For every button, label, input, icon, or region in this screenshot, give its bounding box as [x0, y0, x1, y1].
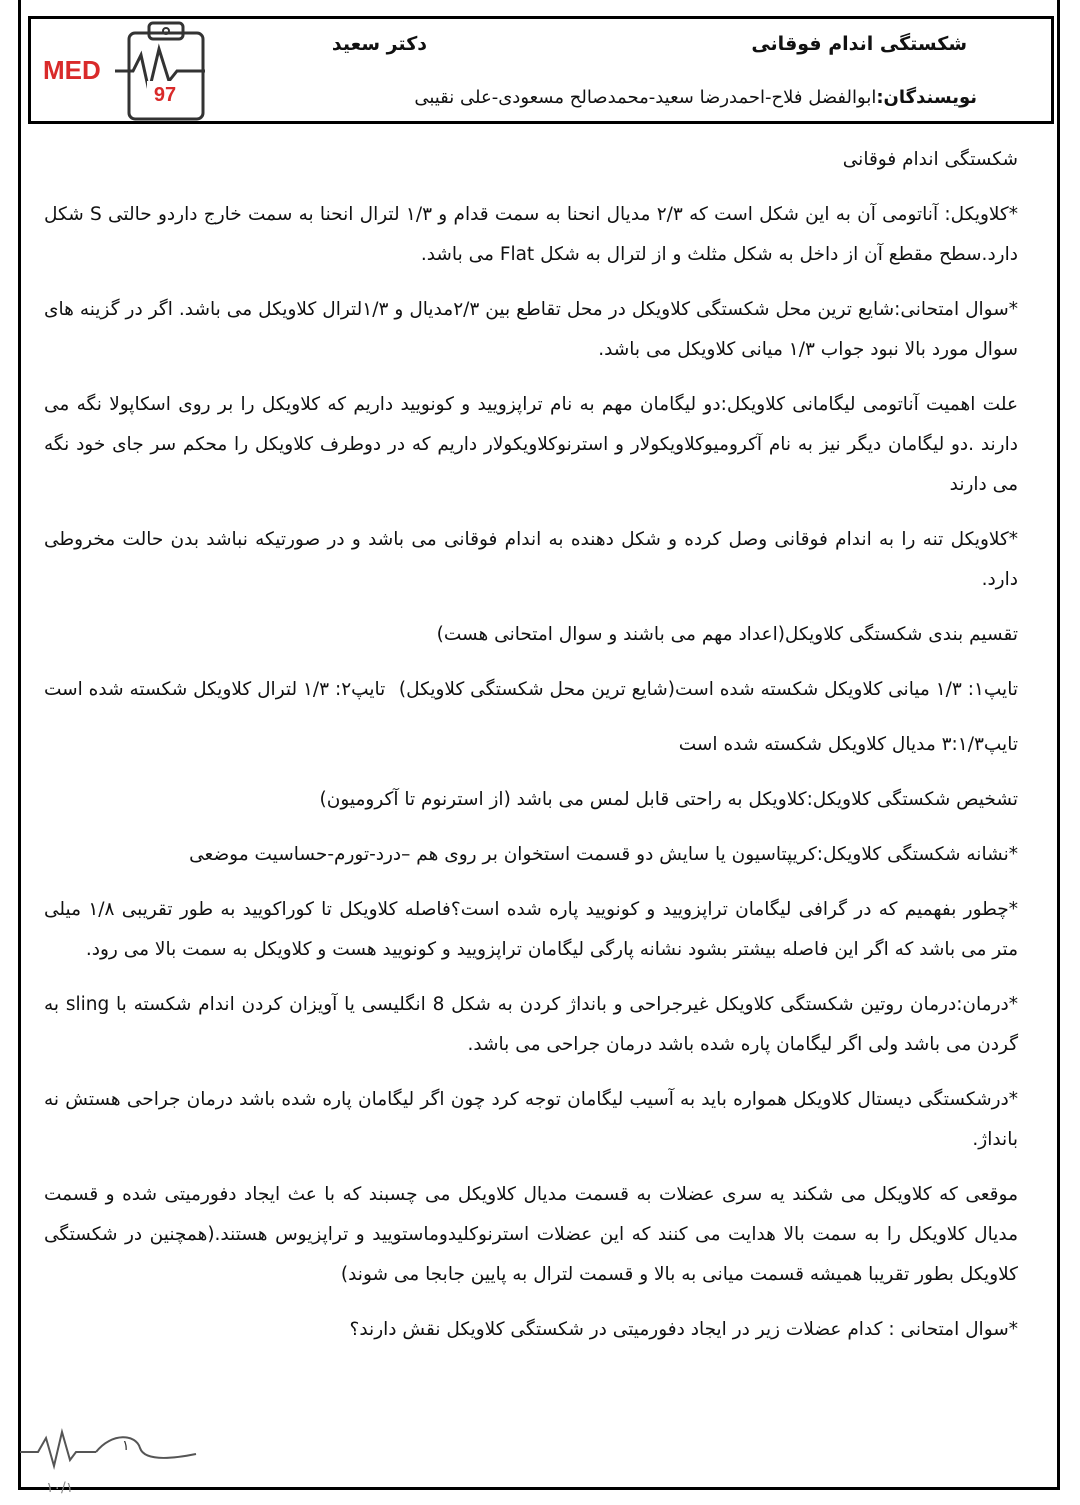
paragraph-exam-question-1: *سوال امتحانی:شایع ترین محل شکستگی کلاویکل در محل تقاطع بین ۲/۳مدیال و ۱/۳لترال کلاویکل می باشد. اگر در گزینه های سوال مورد بالا نبود جواب ۱/۳ میانی کلاویکل می باشد.: [44, 299, 1018, 360]
paragraph-type-3: تایپ۳:۱/۳ مدیال کلاویکل شکسته شده است: [678, 734, 1018, 755]
paragraph-exam-question-2: *سوال امتحانی : کدام عضلات زیر در ایجاد دفورمیتی در شکستگی کلاویکل نقش دارند؟: [349, 1319, 1018, 1340]
section-heading: شکستگی اندام فوقانی: [842, 149, 1018, 170]
paragraph-distal-fracture: *درشکستگی دیستال کلاویکل همواره باید به آسیب لیگامان توجه کرد چون اگر لیگامان پاره شده باشد درمان جراحی هستش نه بانداژ.: [44, 1089, 1018, 1150]
paragraph-classification: تقسیم بندی شکستگی کلاویکل(اعداد مهم می باشند و سوال امتحانی هست): [436, 624, 1018, 645]
paragraph-ligament-rupture: *چطور بفهمیم که در گرافی لیگامان تراپزویید و کونویید پاره شده است؟فاصله کلاویکل تا کوراکویید به طور تقریبی ۱/۸ میلی متر می باشد که اگر این فاصله بیشتر بشود نشانه پارگی لیگامان تراپزویید و کونویید هست و کلاویکل به سمت بالا می رود.: [44, 899, 1018, 960]
document-title: شکستگی اندام فوقانی: [751, 33, 967, 55]
authors-names: ابوالفضل فلاح-احمدرضا سعید-محمدصالح مسعودی-علی نقیبی: [414, 87, 877, 108]
authors-label: نویسندگان:: [876, 87, 977, 108]
logo-text: MED: [43, 55, 101, 85]
type-2: تایپ۲: ۱/۳ لترال کلاویکل شکسته شده است: [44, 679, 386, 700]
document-body: [44, 140, 1018, 1365]
page-number: ۱: [122, 1438, 130, 1454]
doctor-name: دکتر سعید: [331, 33, 427, 55]
med97-logo: [37, 19, 227, 123]
paragraph-clavicle-anatomy: *کلاویکل: آناتومی آن به این شکل است که ۲/۳ مدیال انحنا به سمت قدام و ۱/۳ لترال انحنا به سمت خارج داردو حالتی S شکل دارد.سطح مقطع آن از داخل به شکل مثلث و از لترال به شکل Flat می باشد.: [44, 204, 1018, 265]
document-header: [28, 16, 1054, 124]
authors-line: [414, 87, 977, 108]
paragraph-signs: *نشانه شکستگی کلاویکل:کریپتاسیون یا سایش دو قسمت استخوان بر روی هم –درد-تورم-حساسیت موضعی: [189, 844, 1018, 865]
paragraph-clavicle-function: *کلاویکل تنه را به اندام فوقانی وصل کرده و شکل دهنده به اندام فوقانی می باشد و در صورتیکه نباشد بدن حالت مخروطی دارد.: [44, 529, 1018, 590]
footer-heartbeat-icon: [20, 1432, 96, 1466]
page-total: ۱۰/۱: [46, 1480, 74, 1496]
paragraph-treatment: *درمان:درمان روتین شکستگی کلاویکل غیرجراحی و بانداژ کردن به شکل 8 انگلیسی یا آویزان کردن اندام شکسته با sling به گردن می باشد ولی اگر لیگامان پاره شده باشد درمان جراحی می باشد.: [44, 994, 1018, 1055]
type-1: تایپ۱: ۱/۳ میانی کلاویکل شکسته شده است(شایع ترین محل شکستگی کلاویکل): [398, 679, 1018, 700]
paragraph-deformity: موقعی که کلاویکل می شکند یه سری عضلات به قسمت مدیال کلاویکل می چسبند که با عث ایجاد دفورمیتی شده و قسمت مدیال کلاویکل را به سمت بالا هدایت می کنند که این عضلات استرنوکلیدوماستویید و تراپزیوس هستند.(همچنین در شکستگی کلاویکل بطور تقریبا همیشه قسمت میانی به بالا و قسمت لترال به پایین جابجا می شوند): [44, 1184, 1018, 1285]
footer-heartbeat-logo: [16, 1424, 206, 1502]
paragraph-ligament-anatomy: علت اهمیت آناتومی لیگامانی کلاویکل:دو لیگامان مهم به نام تراپزویید و کونویید داریم که کلاویکل را بر روی اسکاپولا نگه می دارند .دو لیگامان دیگر نیز به نام آکرومیوکلاویکولار و استرنوکلاویکولار داریم که در دوطرف کلاویکل را محکم سر جای خود نگه می دارند: [44, 394, 1018, 495]
logo-number: 97: [153, 84, 177, 106]
paragraph-types-1-2: [44, 670, 1018, 710]
paragraph-diagnosis: تشخیص شکستگی کلاویکل:کلاویکل به راحتی قابل لمس می باشد (از استرنوم تا آکرومیون): [319, 789, 1018, 810]
